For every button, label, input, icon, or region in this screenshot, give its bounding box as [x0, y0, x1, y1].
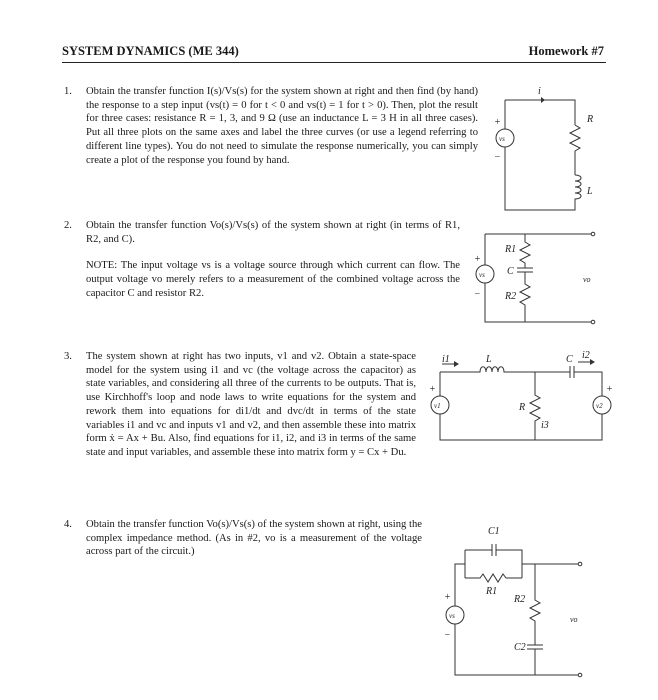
i1-label: i1 [442, 354, 450, 365]
r2-label: R2 [505, 291, 517, 302]
problem-2 [64, 219, 460, 301]
plus-sign: + [474, 254, 481, 265]
output-label: vo [583, 275, 591, 284]
problem-1 [64, 85, 478, 167]
source-label: vs [479, 271, 485, 279]
i3-label: i3 [541, 420, 549, 431]
problem-number: 1. [64, 86, 72, 97]
plus-sign: + [494, 117, 501, 128]
v2-label: v2 [596, 402, 603, 410]
c-label: C [507, 266, 514, 277]
problem-number: 2. [64, 220, 72, 231]
circuit-4-diagram [430, 520, 600, 685]
inductor-label: L [587, 186, 593, 197]
problem-number: 4. [64, 519, 72, 530]
r2-label: R2 [514, 594, 526, 605]
problem-text: Obtain the transfer function Vo(s)/Vs(s) of the system shown at right (in terms of R1, R2, and C). [86, 220, 460, 245]
problem-text: Obtain the transfer function Vo(s)/Vs(s) of the system shown at right, using the complex impedance method. (As in #2, vo is a measurement of the voltage across part of the circuit.) [86, 519, 422, 558]
r1-label: R1 [486, 586, 498, 597]
r1-label: R1 [505, 244, 517, 255]
c2-label: C2 [514, 642, 526, 653]
problem-text: Obtain the transfer function I(s)/Vs(s) for the system shown at right and then find (by hand) the response to a step input (vs(t) = 0 for t < 0 and vs(t) = 1 for t > 0). Then, plot the result for three cases: resistance R = 1, 3, and 9 Ω (use an inductance L = 3 H in all three cases). Put all three plots on the same axes and label the three curves (or use a legend referring to different line types). You do not need to simulate the response numerically, you can simply create a plot of the response you found by hand. [86, 86, 478, 166]
problem-text: The system shown at right has two inputs, v1 and v2. Obtain a state-space model for the system using i1 and vc (the voltage across the capacitor) as state variables, and considering all three of the currents to be outputs. That is, use Kirchhoff's loop and node laws to write equations for the system and rework them into equations for di1/dt and dvc/dt in terms of the state variables i1 and vc and inputs v1 and v2, and then assemble these into matrix form ẋ = Ax + Bu. Also, find equations for i1, i2, and i3 in terms of the same state and input variables, and assemble these into matrix form y = Cx + Du. [86, 351, 416, 458]
circuit-1-diagram [485, 80, 615, 220]
plus-sign: + [606, 384, 613, 395]
minus-sign: − [494, 152, 501, 163]
source-label: vs [449, 612, 455, 620]
current-label: i [538, 86, 541, 97]
source-label: vs [499, 135, 505, 143]
problem-note: NOTE: The input voltage vs is a voltage source through which current can flow. The output voltage vo merely refers to a measurement of the combined voltage across the capacitor C and resistor R2. [86, 260, 460, 299]
v1-label: v1 [434, 402, 441, 410]
r-label: R [519, 402, 526, 413]
minus-sign: − [444, 630, 451, 641]
header-rule [62, 62, 606, 63]
resistor-label: R [587, 114, 594, 125]
i2-label: i2 [582, 350, 590, 361]
problem-4 [64, 518, 422, 559]
course-title: SYSTEM DYNAMICS (ME 344) [62, 44, 239, 58]
circuit-3-diagram [420, 350, 615, 450]
homework-number: Homework #7 [528, 44, 604, 58]
output-label: vo [570, 615, 578, 624]
c-label: C [566, 354, 573, 365]
plus-sign: + [444, 592, 451, 603]
l-label: L [486, 354, 492, 365]
problem-number: 3. [64, 351, 72, 362]
c1-label: C1 [488, 526, 500, 537]
circuit-2-diagram [465, 222, 605, 332]
plus-sign: + [429, 384, 436, 395]
minus-sign: − [474, 289, 481, 300]
